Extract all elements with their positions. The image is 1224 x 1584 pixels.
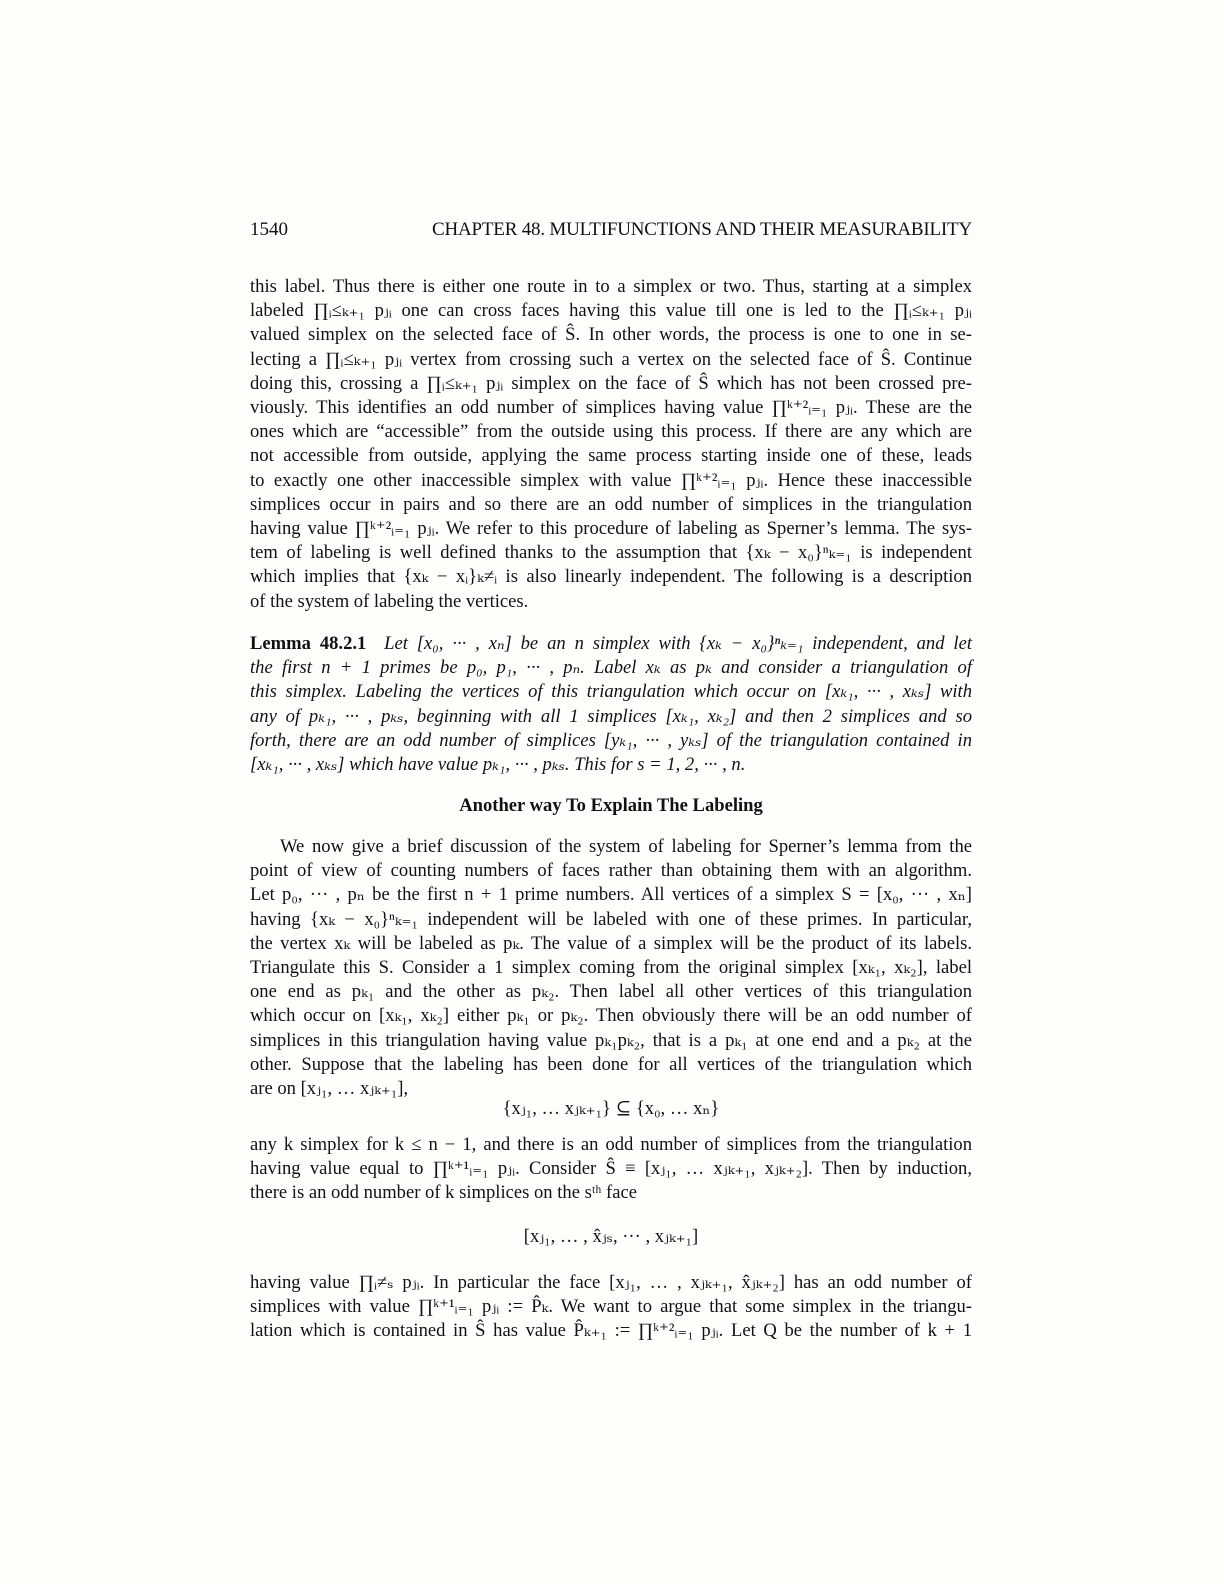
text-line: labeled ∏ᵢ≤ₖ₊₁ pⱼᵢ one can cross faces having this value till one is led to the ∏ᵢ≤ₖ₊₁ pⱼᵢ bbox=[250, 300, 972, 322]
text-line: lation which is contained in Ŝ has value P̂ₖ₊₁ := ∏ᵏ⁺²ᵢ₌₁ pⱼᵢ. Let Q be the number of k + 1 bbox=[250, 1320, 972, 1342]
text-line: other. Suppose that the labeling has been done for all vertices of the triangulation which bbox=[250, 1053, 972, 1075]
text-line: this label. Thus there is either one route in to a simplex or two. Thus, starting at a simplex bbox=[250, 276, 972, 297]
text-line: are on [xⱼ₁, … xⱼₖ₊₁], bbox=[250, 1078, 409, 1100]
text-line: one end as pₖ₁ and the other as pₖ₂. Then label all other vertices of this triangulation bbox=[250, 981, 972, 1003]
text-line: which occur on [xₖ₁, xₖ₂] either pₖ₁ or pₖ₂. Then obviously there will be an odd number of bbox=[250, 1005, 972, 1027]
lemma-line: any of pₖ₁, ··· , pₖₛ, beginning with all 1 simplices [xₖ₁, xₖ₂] and then 2 simplices and so bbox=[250, 705, 972, 727]
section-heading: Another way To Explain The Labeling bbox=[459, 795, 763, 816]
text-line: simplices occur in pairs and so there are an odd number of simplices in the triangulation bbox=[250, 493, 972, 515]
text-line: having value equal to ∏ᵏ⁺¹ᵢ₌₁ pⱼᵢ. Consider Ŝ ≡ [xⱼ₁, … xⱼₖ₊₁, xⱼₖ₊₂]. Then by induction, bbox=[250, 1158, 972, 1180]
lemma-text: Let [x₀, ··· , xₙ] be an n simplex with {xₖ − x₀}ⁿₖ₌₁ independent, and let bbox=[384, 633, 973, 654]
text-line: any k simplex for k ≤ n − 1, and there is an odd number of simplices from the triangulation bbox=[250, 1134, 972, 1155]
text-line: of the system of labeling the vertices. bbox=[250, 590, 529, 612]
text-line: lecting a ∏ᵢ≤ₖ₊₁ pⱼᵢ vertex from crossing such a vertex on the selected face of Ŝ. Continue bbox=[250, 348, 972, 370]
text-line: having {xₖ − x₀}ⁿₖ₌₁ independent will be labeled with one of these primes. In particular, bbox=[250, 908, 972, 930]
text-line: simplices with value ∏ᵏ⁺¹ᵢ₌₁ pⱼᵢ := P̂ₖ. We want to argue that some simplex in the triangu- bbox=[250, 1296, 972, 1318]
lemma-line: forth, there are an odd number of simplices [yₖ₁, ··· , yₖₛ] of the triangulation contained in bbox=[250, 729, 972, 751]
display-equation-1: {xⱼ₁, … xⱼₖ₊₁} ⊆ {x₀, … xₙ} bbox=[502, 1098, 720, 1119]
text-line: simplices in this triangulation having value pₖ₁pₖ₂, that is a pₖ₁ at one end and a pₖ₂ at the bbox=[250, 1029, 972, 1051]
text-line: the vertex xₖ will be labeled as pₖ. The value of a simplex will be the product of its labels. bbox=[250, 932, 972, 954]
text-line: valued simplex on the selected face of Ŝ. In other words, the process is one to one in se- bbox=[250, 324, 972, 346]
text-line: tem of labeling is well defined thanks to the assumption that {xₖ − x₀}ⁿₖ₌₁ is independent bbox=[250, 542, 972, 564]
text-line: Let p₀, ··· , pₙ be the first n + 1 prime numbers. All vertices of a simplex S = [x₀, ··· , xₙ] bbox=[250, 884, 972, 906]
lemma-block bbox=[250, 632, 972, 777]
text-line: having value ∏ᵏ⁺²ᵢ₌₁ pⱼᵢ. We refer to this procedure of labeling as Sperner’s lemma. The sys- bbox=[250, 518, 972, 540]
paragraph-3 bbox=[250, 1133, 972, 1206]
lemma-label: Lemma 48.2.1 bbox=[250, 633, 367, 654]
text-line: doing this, crossing a ∏ᵢ≤ₖ₊₁ pⱼᵢ simplex on the face of Ŝ which has not been crossed pre- bbox=[250, 372, 972, 394]
lemma-line: this simplex. Labeling the vertices of this triangulation which occur on [xₖ₁, ··· , xₖₛ] with bbox=[250, 681, 972, 703]
text-line: We now give a brief discussion of the system of labeling for Sperner’s lemma from the bbox=[280, 836, 972, 857]
lemma-line bbox=[250, 632, 972, 656]
text-line: to exactly one other inaccessible simplex with value ∏ᵏ⁺²ᵢ₌₁ pⱼᵢ. Hence these inaccessible bbox=[250, 469, 972, 491]
text-line: Triangulate this S. Consider a 1 simplex coming from the original simplex [xₖ₁, xₖ₂], label bbox=[250, 957, 972, 979]
text-line: having value ∏ᵢ≠ₛ pⱼᵢ. In particular the face [xⱼ₁, … , xⱼₖ₊₁, x̂ⱼₖ₊₂] has an odd number of bbox=[250, 1272, 972, 1293]
page-number: 1540 bbox=[250, 219, 288, 240]
lemma-line: [xₖ₁, ··· , xₖₛ] which have value pₖ₁, ··· , pₖₛ. This for s = 1, 2, ··· , n. bbox=[250, 754, 746, 776]
text-line: point of view of counting numbers of faces rather than obtaining them with an algorithm. bbox=[250, 860, 972, 882]
paragraph-4 bbox=[250, 1271, 972, 1344]
text-line: there is an odd number of k simplices on the sᵗʰ face bbox=[250, 1182, 637, 1204]
text-line: ones which are “accessible” from the outside using this process. If there are any which are bbox=[250, 421, 972, 443]
chapter-title: CHAPTER 48. MULTIFUNCTIONS AND THEIR MEASURABILITY bbox=[432, 219, 972, 240]
paragraph-2 bbox=[250, 835, 972, 1101]
display-equation-2: [xⱼ₁, … , x̂ⱼₛ, ··· , xⱼₖ₊₁] bbox=[523, 1226, 699, 1247]
paragraph-1 bbox=[250, 275, 972, 614]
lemma-line: the first n + 1 primes be p₀, p₁, ··· , pₙ. Label xₖ as pₖ and consider a triangulation of bbox=[250, 657, 972, 679]
text-line: not accessible from outside, applying the same process starting inside one of these, leads bbox=[250, 445, 972, 467]
text-line: viously. This identifies an odd number of simplices having value ∏ᵏ⁺²ᵢ₌₁ pⱼᵢ. These are the bbox=[250, 397, 972, 419]
text-line: which implies that {xₖ − xᵢ}ₖ≠ᵢ is also linearly independent. The following is a description bbox=[250, 566, 972, 588]
